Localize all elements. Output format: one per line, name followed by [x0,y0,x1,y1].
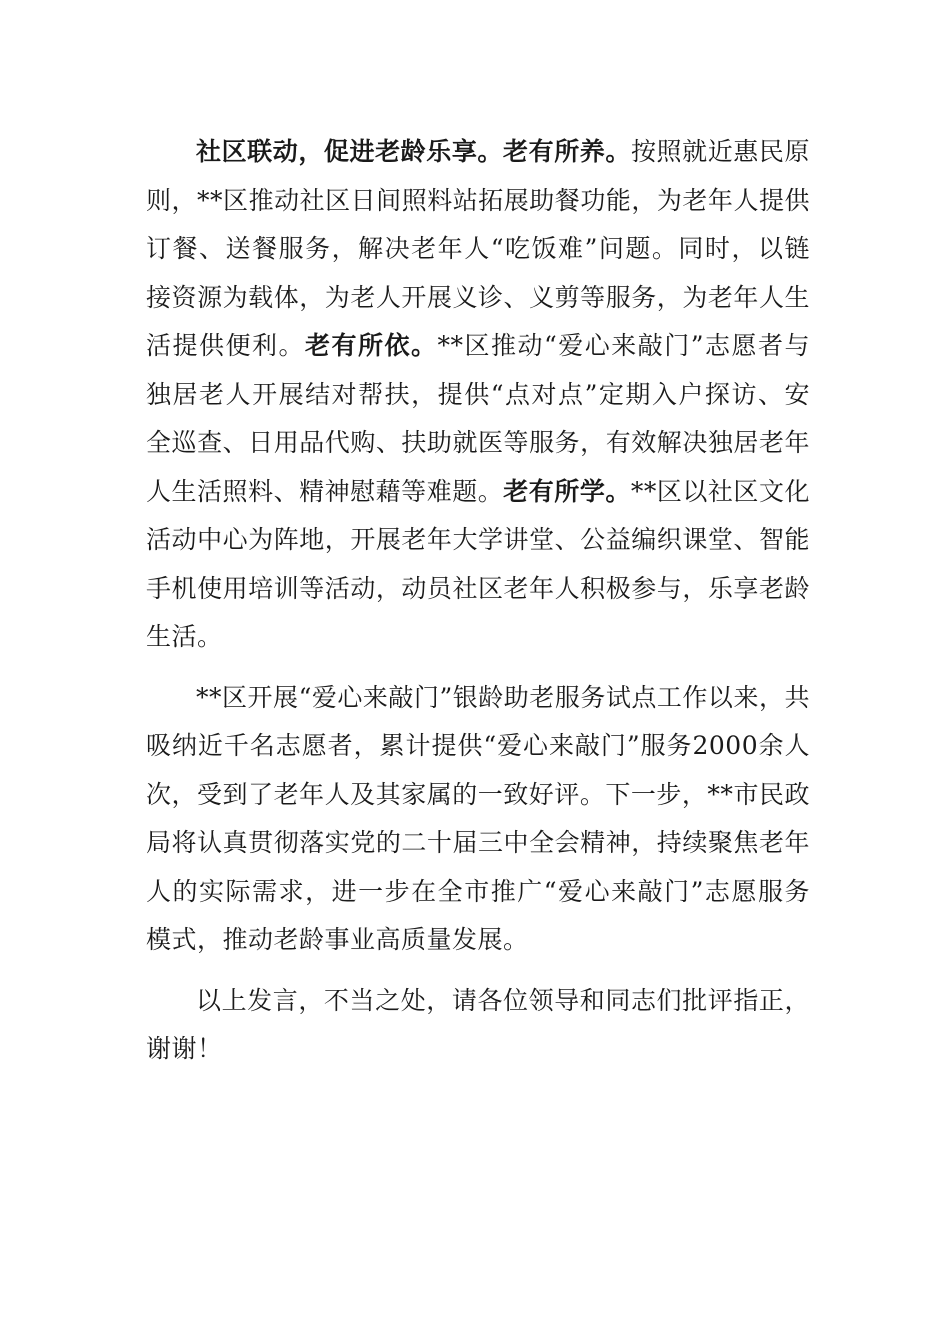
subheading-elderly-support: 老有所依。 [304,331,438,360]
subheading-elderly-care: 老有所养。 [503,137,631,166]
paragraph-community-linkage [146,128,810,662]
body-text: **区推动“爱心来敲门”志愿者与独居老人开展结对帮扶，提供“点对点”定期入户探访、安全巡查、日用品代购、扶助就医等服务，有效解决独居老年人生活照料、精神慰藉等难题。 [146,331,810,506]
document-page [146,128,810,1086]
body-text: 以上发言，不当之处，请各位领导和同志们批评指正，谢谢！ [146,985,810,1063]
heading-community-linkage: 社区联动，促进老龄乐享。 [196,137,504,166]
paragraph-pilot-results [146,674,810,965]
paragraph-closing [146,977,810,1074]
body-text: 按照就近惠民原则，**区推动社区日间照料站拓展助餐功能，为老年人提供订餐、送餐服务，解决老年人“吃饭难”问题。同时，以链接资源为载体，为老人开展义诊、义剪等服务，为老年人生活提供便利。 [146,137,810,360]
body-text: **区以社区文化活动中心为阵地，开展老年大学讲堂、公益编织课堂、智能手机使用培训等活动，动员社区老年人积极参与，乐享老龄生活。 [146,476,810,651]
subheading-elderly-learning: 老有所学。 [503,476,631,506]
body-text: **区开展“爱心来敲门”银龄助老服务试点工作以来，共吸纳近千名志愿者，累计提供“爱心来敲门”服务2000余人次，受到了老年人及其家属的一致好评。下一步，**市民政局将认真贯彻落实党的二十届三中全会精神，持续聚焦老年人的实际需求，进一步在全市推广“爱心来敲门”志愿服务模式，推动老龄事业高质量发展。 [146,682,810,954]
